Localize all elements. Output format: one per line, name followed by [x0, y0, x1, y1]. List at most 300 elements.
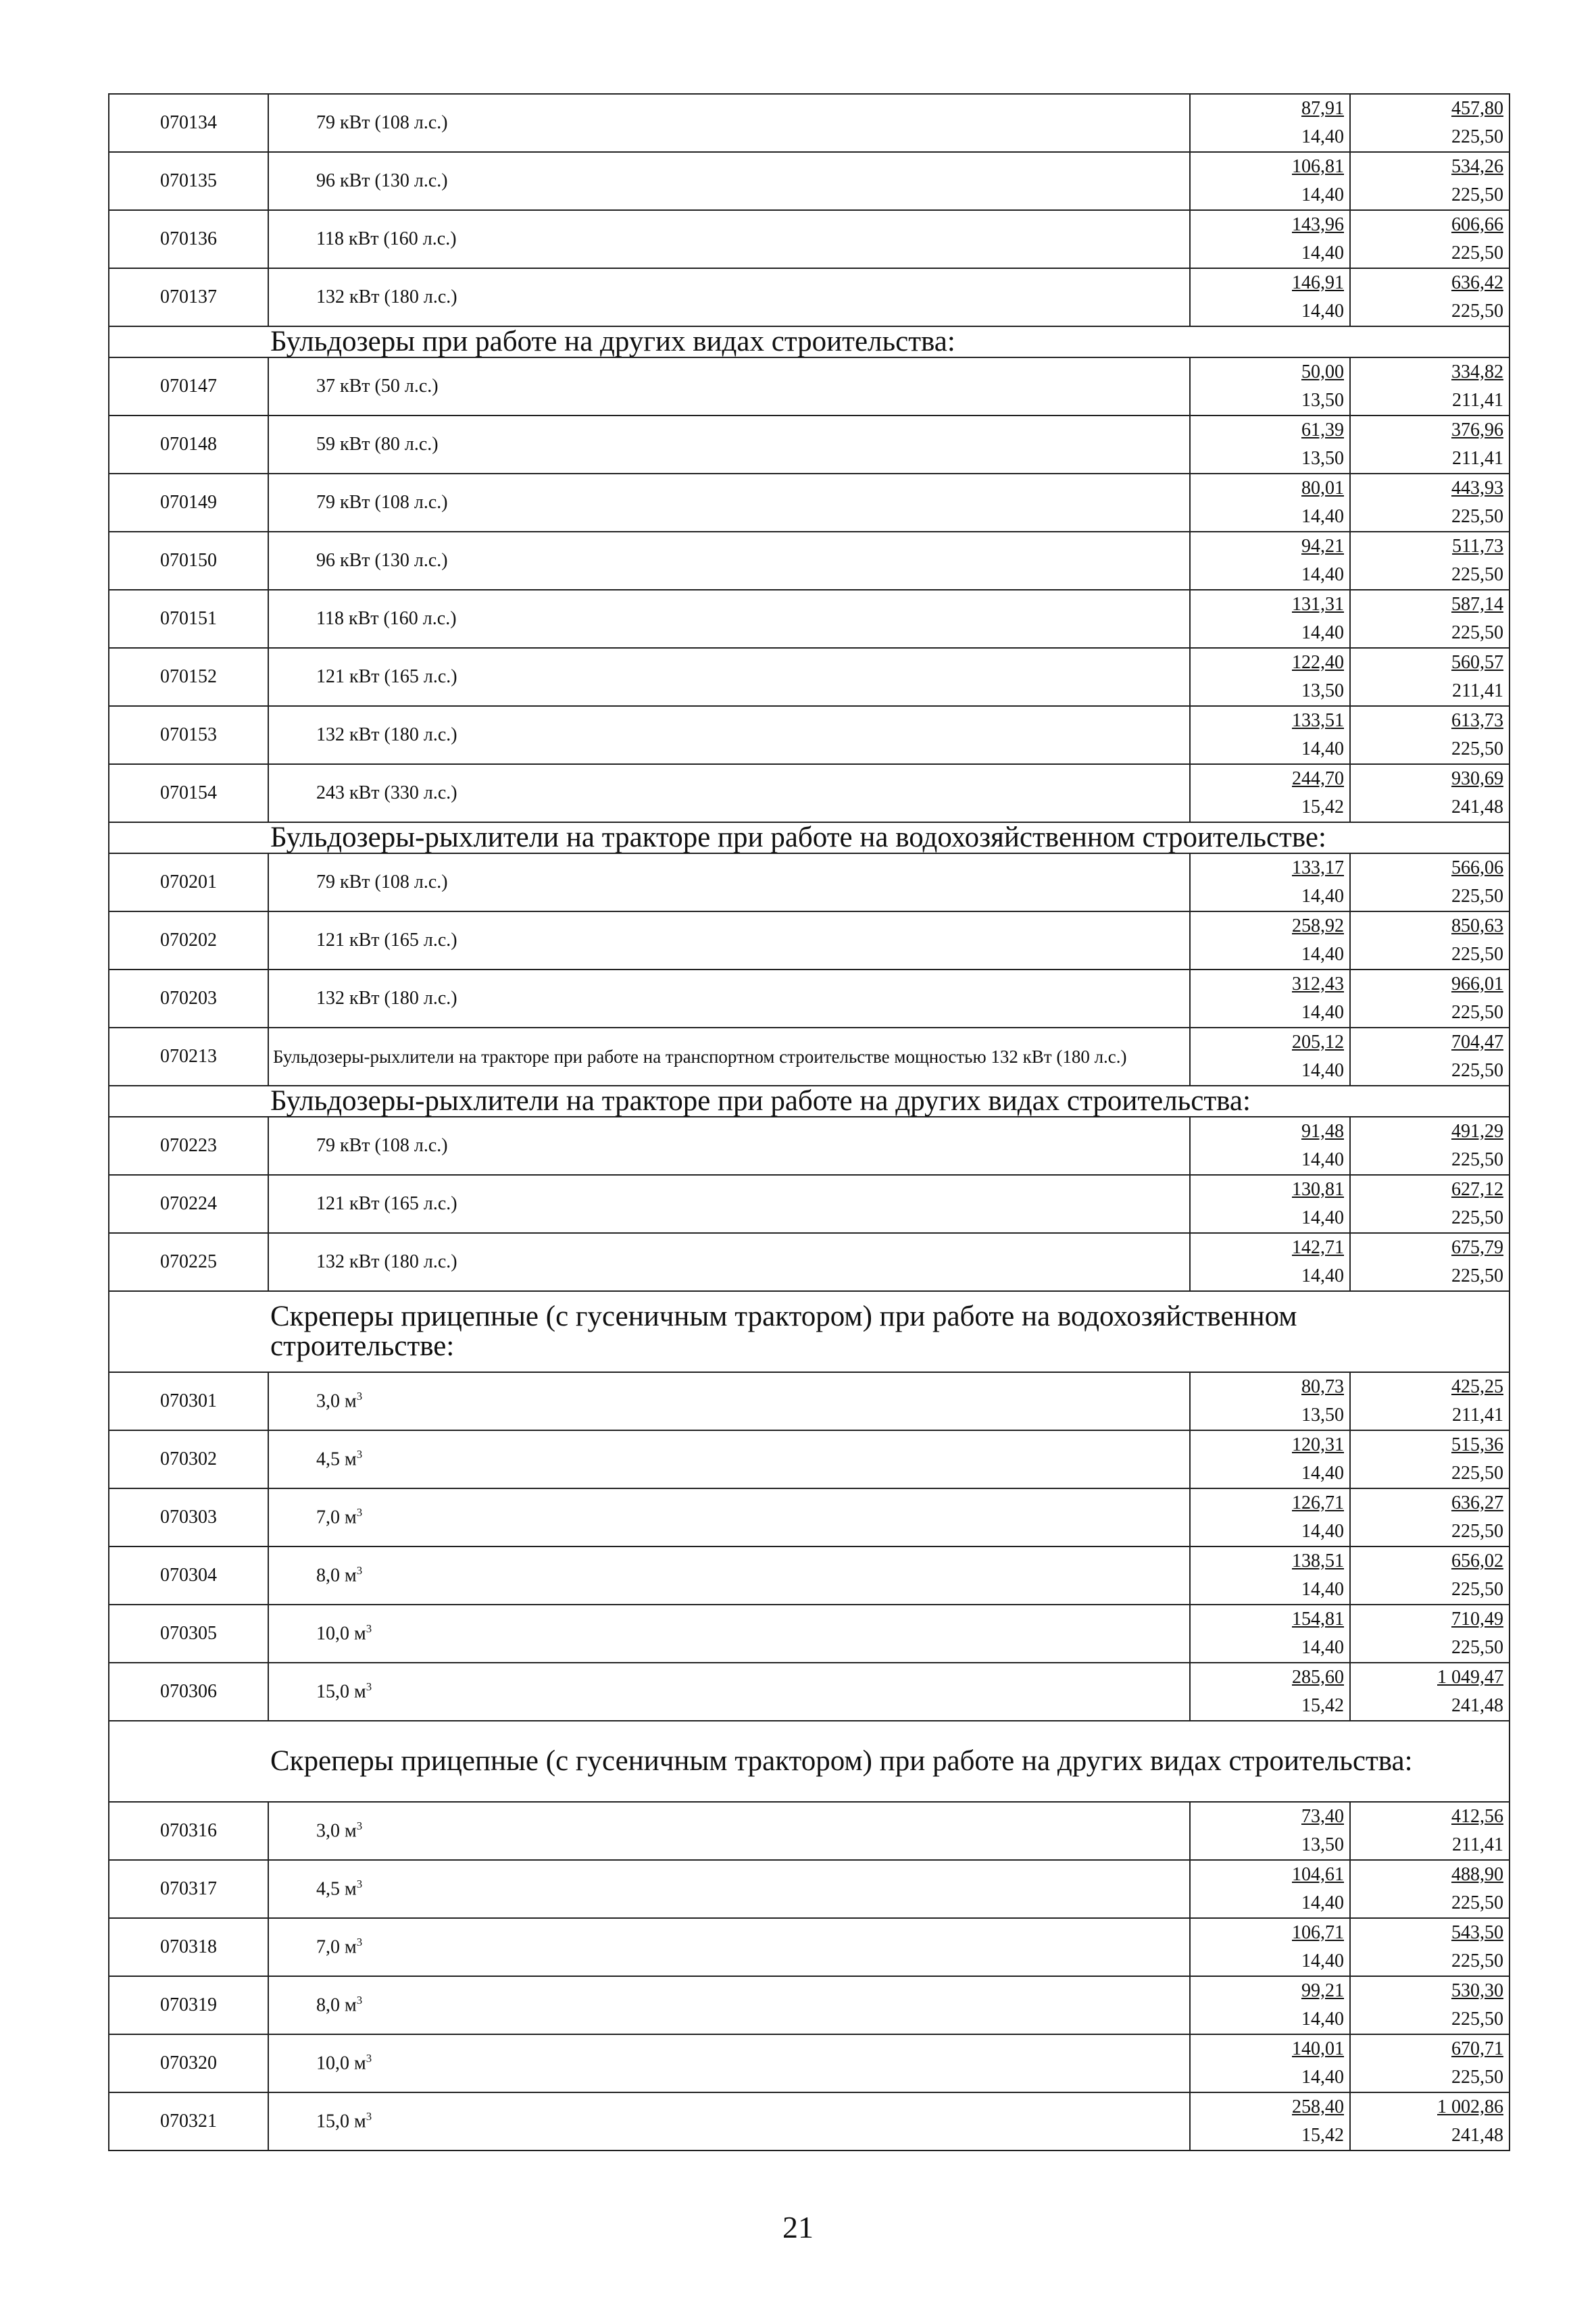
wage-cell — [1350, 210, 1510, 268]
value-top: 106,81 — [1292, 156, 1344, 177]
wage-cell — [1350, 1976, 1510, 2034]
table-row — [109, 970, 1510, 1028]
cost-cell — [1190, 1117, 1350, 1175]
wage-cell — [1350, 590, 1510, 648]
value-bottom: 211,41 — [1452, 1405, 1503, 1426]
value-top: 73,40 — [1301, 1806, 1344, 1827]
value-bottom: 225,50 — [1451, 243, 1503, 263]
section-title: Бульдозеры при работе на других видах строительства: — [109, 326, 1510, 357]
table-row — [109, 1175, 1510, 1233]
cost-cell — [1190, 1860, 1350, 1918]
cost-cell — [1190, 1918, 1350, 1976]
value-bottom: 13,50 — [1301, 448, 1344, 469]
table-row — [109, 1663, 1510, 1721]
row-description-text: 132 кВт (180 л.с.) — [316, 286, 457, 307]
table-row — [109, 474, 1510, 532]
cost-cell — [1190, 764, 1350, 822]
value-bottom: 225,50 — [1451, 1463, 1503, 1484]
value-bottom: 241,48 — [1451, 797, 1503, 818]
table-row — [109, 1372, 1510, 1430]
value-bottom: 15,42 — [1301, 2125, 1344, 2146]
row-description — [268, 1605, 1190, 1663]
value-top: 140,01 — [1292, 2038, 1344, 2059]
value-bottom: 225,50 — [1451, 622, 1503, 643]
table-row — [109, 1860, 1510, 1918]
value-bottom: 14,40 — [1301, 1951, 1344, 1971]
row-code: 070303 — [109, 1488, 268, 1546]
row-description-text: 96 кВт (130 л.с.) — [316, 170, 448, 191]
wage-cell — [1350, 853, 1510, 911]
row-code: 070302 — [109, 1430, 268, 1488]
row-description-text: 79 кВт (108 л.с.) — [316, 112, 448, 133]
row-description — [268, 2034, 1190, 2092]
row-code: 070154 — [109, 764, 268, 822]
unit-superscript: 3 — [356, 1994, 363, 2007]
table-row — [109, 590, 1510, 648]
table-row — [109, 1028, 1510, 1086]
cost-cell — [1190, 416, 1350, 474]
row-description — [268, 1546, 1190, 1605]
wage-cell — [1350, 764, 1510, 822]
row-description-text: 15,0 м — [316, 1681, 366, 1703]
section-heading-row — [109, 1086, 1510, 1117]
value-top: 425,25 — [1451, 1376, 1503, 1397]
page-number: 21 — [782, 2210, 814, 2244]
value-bottom: 225,50 — [1451, 184, 1503, 205]
table-row — [109, 1918, 1510, 1976]
value-bottom: 14,40 — [1301, 738, 1344, 759]
value-top: 61,39 — [1301, 420, 1344, 441]
table-row — [109, 2034, 1510, 2092]
section-title: Скреперы прицепные (с гусеничным трактором) при работе на других видах строительства: — [109, 1721, 1510, 1802]
value-bottom: 211,41 — [1452, 1834, 1503, 1855]
row-description — [268, 2092, 1190, 2150]
value-bottom: 14,40 — [1301, 126, 1344, 147]
row-code: 070151 — [109, 590, 268, 648]
value-top: 534,26 — [1451, 156, 1503, 177]
value-bottom: 225,50 — [1451, 301, 1503, 322]
value-bottom: 225,50 — [1451, 1265, 1503, 1286]
row-description — [268, 764, 1190, 822]
table-row — [109, 1488, 1510, 1546]
wage-cell — [1350, 1233, 1510, 1291]
value-bottom: 14,40 — [1301, 622, 1344, 643]
value-top: 511,73 — [1452, 536, 1503, 557]
value-bottom: 225,50 — [1451, 738, 1503, 759]
value-top: 142,71 — [1292, 1237, 1344, 1258]
wage-cell — [1350, 1605, 1510, 1663]
value-bottom: 225,50 — [1451, 1951, 1503, 1971]
row-description-text: 15,0 м — [316, 2111, 366, 2132]
value-top: 636,27 — [1451, 1492, 1503, 1513]
row-code: 070320 — [109, 2034, 268, 2092]
cost-cell — [1190, 1802, 1350, 1860]
table-row — [109, 532, 1510, 590]
row-description-text: 79 кВт (108 л.с.) — [316, 1135, 448, 1156]
value-bottom: 211,41 — [1452, 390, 1503, 411]
value-top: 133,17 — [1292, 857, 1344, 878]
value-bottom: 14,40 — [1301, 1521, 1344, 1542]
rates-table — [108, 93, 1510, 2151]
row-description-text: Бульдозеры-рыхлители на тракторе при работе на транспортном строительстве мощностью 132 кВт (180 л.с.) — [273, 1047, 1127, 1067]
value-top: 146,91 — [1292, 272, 1344, 293]
value-top: 488,90 — [1451, 1864, 1503, 1885]
row-code: 070137 — [109, 268, 268, 326]
row-description-text: 132 кВт (180 л.с.) — [316, 1251, 457, 1272]
row-code: 070225 — [109, 1233, 268, 1291]
value-bottom: 14,40 — [1301, 184, 1344, 205]
row-code: 070321 — [109, 2092, 268, 2150]
table-row — [109, 268, 1510, 326]
value-top: 627,12 — [1451, 1179, 1503, 1200]
value-top: 50,00 — [1301, 361, 1344, 382]
table-row — [109, 1802, 1510, 1860]
table-row — [109, 1117, 1510, 1175]
cost-cell — [1190, 1546, 1350, 1605]
wage-cell — [1350, 94, 1510, 152]
row-description-text: 121 кВт (165 л.с.) — [316, 666, 457, 687]
wage-cell — [1350, 1488, 1510, 1546]
row-description-text: 3,0 м — [316, 1390, 357, 1412]
row-description — [268, 1802, 1190, 1860]
row-description — [268, 706, 1190, 764]
value-top: 443,93 — [1451, 478, 1503, 499]
row-description — [268, 416, 1190, 474]
wage-cell — [1350, 1028, 1510, 1086]
unit-superscript: 3 — [366, 2052, 372, 2065]
value-top: 99,21 — [1301, 1980, 1344, 2001]
value-top: 376,96 — [1451, 420, 1503, 441]
value-top: 334,82 — [1451, 361, 1503, 382]
row-description — [268, 1918, 1190, 1976]
row-description-text: 8,0 м — [316, 1994, 357, 2016]
row-description-text: 121 кВт (165 л.с.) — [316, 1193, 457, 1214]
wage-cell — [1350, 1175, 1510, 1233]
row-code: 070305 — [109, 1605, 268, 1663]
row-description-text: 4,5 м — [316, 1878, 357, 1900]
value-bottom: 14,40 — [1301, 1579, 1344, 1600]
row-code: 070317 — [109, 1860, 268, 1918]
value-top: 94,21 — [1301, 536, 1344, 557]
row-code: 070136 — [109, 210, 268, 268]
row-description — [268, 1976, 1190, 2034]
row-description — [268, 152, 1190, 210]
row-code: 070316 — [109, 1802, 268, 1860]
value-top: 87,91 — [1301, 98, 1344, 119]
row-description-text: 37 кВт (50 л.с.) — [316, 376, 439, 397]
value-top: 91,48 — [1301, 1121, 1344, 1142]
cost-cell — [1190, 1488, 1350, 1546]
value-bottom: 225,50 — [1451, 564, 1503, 585]
unit-superscript: 3 — [366, 1622, 372, 1636]
value-bottom: 225,50 — [1451, 1579, 1503, 1600]
value-top: 258,40 — [1292, 2096, 1344, 2117]
value-top: 120,31 — [1292, 1434, 1344, 1455]
value-bottom: 14,40 — [1301, 1149, 1344, 1170]
row-code: 070134 — [109, 94, 268, 152]
row-description-text: 132 кВт (180 л.с.) — [316, 724, 457, 745]
row-code: 070224 — [109, 1175, 268, 1233]
value-top: 126,71 — [1292, 1492, 1344, 1513]
value-top: 850,63 — [1451, 915, 1503, 936]
row-code: 070304 — [109, 1546, 268, 1605]
row-description — [268, 1233, 1190, 1291]
cost-cell — [1190, 474, 1350, 532]
cost-cell — [1190, 1175, 1350, 1233]
value-top: 675,79 — [1451, 1237, 1503, 1258]
table-row — [109, 357, 1510, 416]
wage-cell — [1350, 648, 1510, 706]
cost-cell — [1190, 1233, 1350, 1291]
cost-cell — [1190, 1372, 1350, 1430]
value-top: 613,73 — [1451, 710, 1503, 731]
unit-superscript: 3 — [356, 1506, 363, 1519]
row-code: 070150 — [109, 532, 268, 590]
section-title: Скреперы прицепные (с гусеничным трактором) при работе на водохозяйственном строительстве: — [109, 1291, 1510, 1372]
value-bottom: 14,40 — [1301, 301, 1344, 322]
section-title: Бульдозеры-рыхлители на тракторе при работе на других видах строительства: — [109, 1086, 1510, 1117]
row-description — [268, 970, 1190, 1028]
cost-cell — [1190, 648, 1350, 706]
row-description — [268, 911, 1190, 970]
value-bottom: 13,50 — [1301, 390, 1344, 411]
table-row — [109, 94, 1510, 152]
row-description — [268, 1372, 1190, 1430]
section-heading-row — [109, 1291, 1510, 1372]
value-top: 560,57 — [1451, 652, 1503, 673]
row-description-text: 121 кВт (165 л.с.) — [316, 930, 457, 951]
wage-cell — [1350, 1430, 1510, 1488]
value-bottom: 13,50 — [1301, 1405, 1344, 1426]
value-bottom: 15,42 — [1301, 797, 1344, 818]
row-code: 070301 — [109, 1372, 268, 1430]
value-bottom: 225,50 — [1451, 944, 1503, 965]
section-heading-row — [109, 1721, 1510, 1802]
row-description-text: 59 кВт (80 л.с.) — [316, 434, 439, 455]
row-description — [268, 1488, 1190, 1546]
row-code: 070148 — [109, 416, 268, 474]
table-row — [109, 416, 1510, 474]
wage-cell — [1350, 1117, 1510, 1175]
row-description-text: 4,5 м — [316, 1449, 357, 1470]
row-description-text: 118 кВт (160 л.с.) — [316, 608, 457, 629]
value-top: 154,81 — [1292, 1609, 1344, 1630]
row-description — [268, 532, 1190, 590]
value-top: 1 049,47 — [1437, 1667, 1503, 1688]
table-row — [109, 853, 1510, 911]
value-bottom: 13,50 — [1301, 680, 1344, 701]
value-bottom: 225,50 — [1451, 2009, 1503, 2030]
value-bottom: 14,40 — [1301, 243, 1344, 263]
row-code: 070135 — [109, 152, 268, 210]
table-row — [109, 1605, 1510, 1663]
value-bottom: 14,40 — [1301, 886, 1344, 907]
value-top: 606,66 — [1451, 214, 1503, 235]
table-row — [109, 1430, 1510, 1488]
unit-superscript: 3 — [356, 1448, 363, 1461]
value-bottom: 225,50 — [1451, 886, 1503, 907]
row-description-text: 7,0 м — [316, 1507, 357, 1528]
cost-cell — [1190, 911, 1350, 970]
value-top: 80,73 — [1301, 1376, 1344, 1397]
cost-cell — [1190, 706, 1350, 764]
unit-superscript: 3 — [356, 1936, 363, 1949]
row-code: 070213 — [109, 1028, 268, 1086]
value-top: 656,02 — [1451, 1551, 1503, 1571]
row-description-text: 243 кВт (330 л.с.) — [316, 782, 457, 803]
value-bottom: 211,41 — [1452, 448, 1503, 469]
row-description — [268, 590, 1190, 648]
row-description-text: 3,0 м — [316, 1820, 357, 1842]
table-row — [109, 764, 1510, 822]
value-top: 670,71 — [1451, 2038, 1503, 2059]
value-bottom: 14,40 — [1301, 506, 1344, 527]
value-top: 143,96 — [1292, 214, 1344, 235]
value-bottom: 14,40 — [1301, 1892, 1344, 1913]
cost-cell — [1190, 210, 1350, 268]
unit-superscript: 3 — [356, 1564, 363, 1578]
row-code: 070147 — [109, 357, 268, 416]
row-code: 070153 — [109, 706, 268, 764]
row-code: 070318 — [109, 1918, 268, 1976]
value-bottom: 14,40 — [1301, 564, 1344, 585]
value-bottom: 14,40 — [1301, 944, 1344, 965]
table-row — [109, 210, 1510, 268]
cost-cell — [1190, 94, 1350, 152]
wage-cell — [1350, 1663, 1510, 1721]
table-row — [109, 1233, 1510, 1291]
row-description — [268, 648, 1190, 706]
value-bottom: 225,50 — [1451, 1060, 1503, 1081]
row-description — [268, 268, 1190, 326]
table-row — [109, 1976, 1510, 2034]
cost-cell — [1190, 532, 1350, 590]
row-description — [268, 1175, 1190, 1233]
wage-cell — [1350, 1372, 1510, 1430]
value-bottom: 14,40 — [1301, 1060, 1344, 1081]
value-top: 133,51 — [1292, 710, 1344, 731]
value-top: 966,01 — [1451, 974, 1503, 995]
value-top: 80,01 — [1301, 478, 1344, 499]
value-top: 543,50 — [1451, 1922, 1503, 1943]
row-description-text: 10,0 м — [316, 1623, 366, 1644]
wage-cell — [1350, 706, 1510, 764]
row-description-text: 118 кВт (160 л.с.) — [316, 228, 457, 249]
wage-cell — [1350, 1918, 1510, 1976]
row-code: 070306 — [109, 1663, 268, 1721]
table-row — [109, 706, 1510, 764]
wage-cell — [1350, 532, 1510, 590]
value-bottom: 225,50 — [1451, 1637, 1503, 1658]
cost-cell — [1190, 1605, 1350, 1663]
wage-cell — [1350, 911, 1510, 970]
section-heading-row — [109, 822, 1510, 853]
row-code: 070223 — [109, 1117, 268, 1175]
section-title: Бульдозеры-рыхлители на тракторе при работе на водохозяйственном строительстве: — [109, 822, 1510, 853]
value-top: 710,49 — [1451, 1609, 1503, 1630]
wage-cell — [1350, 357, 1510, 416]
row-description-text: 96 кВт (130 л.с.) — [316, 550, 448, 571]
row-description-text: 132 кВт (180 л.с.) — [316, 988, 457, 1009]
value-top: 587,14 — [1451, 594, 1503, 615]
table-row — [109, 911, 1510, 970]
value-bottom: 225,50 — [1451, 1149, 1503, 1170]
value-bottom: 225,50 — [1451, 1002, 1503, 1023]
value-top: 285,60 — [1292, 1667, 1344, 1688]
value-bottom: 14,40 — [1301, 1265, 1344, 1286]
value-top: 122,40 — [1292, 652, 1344, 673]
value-bottom: 14,40 — [1301, 1637, 1344, 1658]
wage-cell — [1350, 2034, 1510, 2092]
value-top: 412,56 — [1451, 1806, 1503, 1827]
value-top: 457,80 — [1451, 98, 1503, 119]
value-top: 491,29 — [1451, 1121, 1503, 1142]
value-bottom: 14,40 — [1301, 1207, 1344, 1228]
row-description-text: 79 кВт (108 л.с.) — [316, 492, 448, 513]
value-top: 515,36 — [1451, 1434, 1503, 1455]
cost-cell — [1190, 2092, 1350, 2150]
wage-cell — [1350, 416, 1510, 474]
cost-cell — [1190, 1430, 1350, 1488]
row-code: 070201 — [109, 853, 268, 911]
cost-cell — [1190, 590, 1350, 648]
unit-superscript: 3 — [366, 1680, 372, 1694]
row-code: 070152 — [109, 648, 268, 706]
value-top: 566,06 — [1451, 857, 1503, 878]
section-heading-row — [109, 326, 1510, 357]
unit-superscript: 3 — [366, 2110, 372, 2123]
row-description — [268, 1117, 1190, 1175]
value-bottom: 225,50 — [1451, 1207, 1503, 1228]
row-description — [268, 94, 1190, 152]
value-bottom: 14,40 — [1301, 2009, 1344, 2030]
wage-cell — [1350, 152, 1510, 210]
wage-cell — [1350, 1546, 1510, 1605]
row-code: 070149 — [109, 474, 268, 532]
wage-cell — [1350, 1860, 1510, 1918]
cost-cell — [1190, 2034, 1350, 2092]
value-bottom: 241,48 — [1451, 1695, 1503, 1716]
value-top: 138,51 — [1292, 1551, 1344, 1571]
wage-cell — [1350, 970, 1510, 1028]
value-bottom: 15,42 — [1301, 1695, 1344, 1716]
wage-cell — [1350, 2092, 1510, 2150]
wage-cell — [1350, 474, 1510, 532]
row-description — [268, 210, 1190, 268]
value-top: 131,31 — [1292, 594, 1344, 615]
cost-cell — [1190, 1976, 1350, 2034]
value-top: 930,69 — [1451, 768, 1503, 789]
cost-cell — [1190, 853, 1350, 911]
value-bottom: 14,40 — [1301, 2067, 1344, 2088]
value-top: 130,81 — [1292, 1179, 1344, 1200]
value-bottom: 225,50 — [1451, 506, 1503, 527]
unit-superscript: 3 — [356, 1819, 363, 1833]
wage-cell — [1350, 1802, 1510, 1860]
value-bottom: 241,48 — [1451, 2125, 1503, 2146]
cost-cell — [1190, 1663, 1350, 1721]
row-description — [268, 1663, 1190, 1721]
cost-cell — [1190, 970, 1350, 1028]
value-top: 704,47 — [1451, 1032, 1503, 1053]
unit-superscript: 3 — [356, 1390, 363, 1403]
table-row — [109, 648, 1510, 706]
row-description — [268, 1860, 1190, 1918]
value-top: 258,92 — [1292, 915, 1344, 936]
row-description — [268, 357, 1190, 416]
row-description — [268, 1430, 1190, 1488]
row-description-text: 10,0 м — [316, 2053, 366, 2074]
